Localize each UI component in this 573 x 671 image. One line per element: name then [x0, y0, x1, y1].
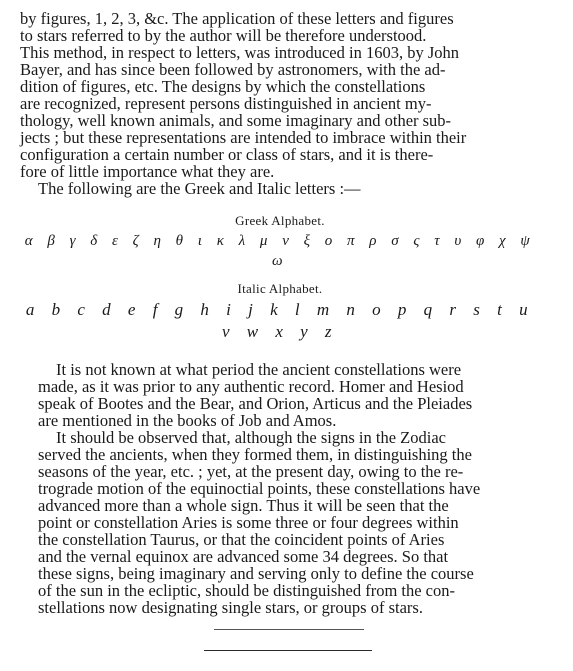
greek-alphabet-title: Greek Alphabet.: [235, 213, 325, 228]
text-line: fore of little importance what they are.: [20, 162, 275, 181]
paragraph-ancient-constellations: [20, 361, 540, 429]
text-line: Bayer, and has since been followed by astronomers, with the ad-: [20, 60, 446, 79]
text-line: are recognized, represent persons distinguished in ancient my-: [20, 94, 432, 113]
text-line: and the vernal equinox are advanced some 34 degrees. So that: [38, 547, 449, 566]
text-line: point or constellation Aries is some three or four degrees within: [38, 513, 459, 532]
text-line: dition of figures, etc. The designs by which the constellations: [20, 77, 426, 96]
text-line: the constellation Taurus, or that the coincident points of Aries: [38, 530, 445, 549]
greek-alphabet-letters: α β γ δ ε ζ η θ ι κ λ μ ν ξ ο π ρ σ ς τ υ φ χ ψ ω: [24, 233, 536, 269]
paragraph-figures-and-letters: [20, 10, 540, 180]
italic-alphabet-letters: a b c d e f g h i j k l m n o p q r s t u v w x y z: [25, 300, 535, 341]
paragraph-zodiac-signs: [20, 429, 540, 616]
text-line: It should be observed that, although the signs in the Zodiac: [56, 428, 446, 447]
footer-rule: [204, 650, 372, 651]
text-line: stellations now designating single stars, or groups of stars.: [38, 598, 423, 617]
text-line: served the ancients, when they formed them, in distinguishing the: [38, 445, 472, 464]
italic-alphabet-block: [20, 281, 540, 343]
italic-alphabet-title: Italic Alphabet.: [237, 281, 323, 296]
section-spacer: [20, 343, 540, 361]
document-page: [20, 10, 540, 616]
text-line: trograde motion of the equinoctial points, these constellations have: [38, 479, 481, 498]
text-line: jects ; but these representations are intended to imbrace within their: [20, 128, 467, 147]
text-line: of the sun in the ecliptic, should be distinguished from the con-: [38, 581, 456, 600]
text-line: advanced more than a whole sign. Thus it will be seen that the: [38, 496, 449, 515]
text-line: This method, in respect to letters, was introduced in 1603, by John: [20, 43, 460, 62]
text-line: configuration a certain number or class of stars, and it is there-: [20, 145, 434, 164]
text-line: these signs, being imaginary and serving only to define the course: [38, 564, 474, 583]
text-line: by figures, 1, 2, 3, &c. The application of these letters and figures: [20, 9, 454, 28]
section-divider-rule: [214, 629, 364, 630]
text-line: seasons of the year, etc. ; yet, at the present day, owing to the re-: [38, 462, 464, 481]
text-line: thology, well known animals, and some imaginary and other sub-: [20, 111, 452, 130]
text-line: speak of Bootes and the Bear, and Orion, Articus and the Pleiades: [38, 394, 473, 413]
text-line: made, as it was prior to any authentic record. Homer and Hesiod: [38, 377, 464, 396]
text-line: It is not known at what period the ancient constellations were: [56, 360, 462, 379]
text-line: are mentioned in the books of Job and Amos.: [38, 411, 337, 430]
alphabets-introduction: The following are the Greek and Italic letters :—: [38, 179, 361, 198]
greek-alphabet-block: [20, 213, 540, 271]
text-line: to stars referred to by the author will be therefore understood.: [20, 26, 427, 45]
